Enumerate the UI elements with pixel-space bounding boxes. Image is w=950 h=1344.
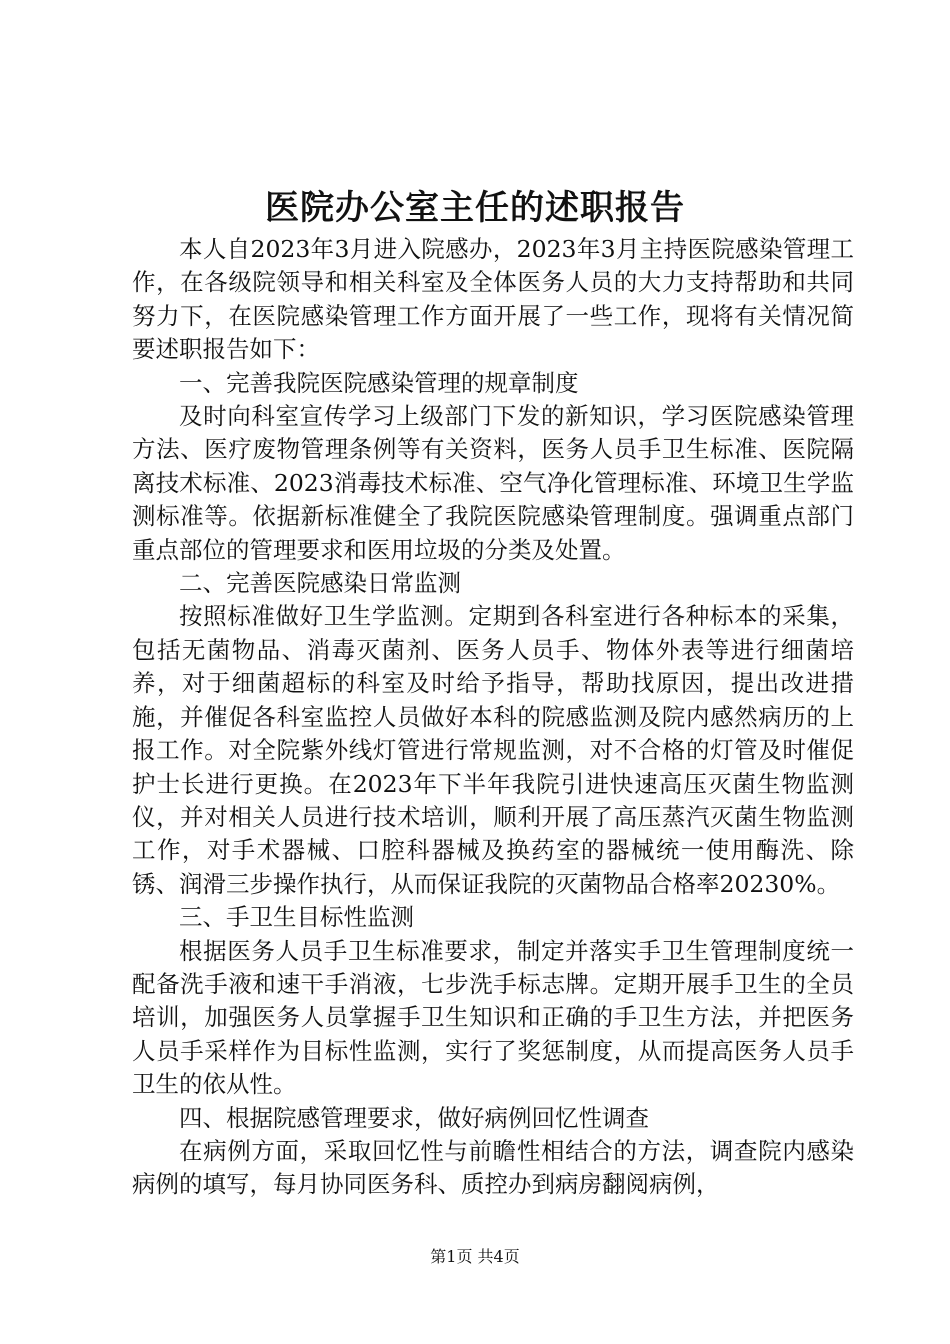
intro-paragraph: 本人自2023年3月进入院感办，2023年3月主持医院感染管理工作，在各级院领导和相关科室及全体医务人员的大力支持帮助和共同努力下，在医院感染管理工作方面开展了一些工作，现将有关情况简要述职报告如下： [132, 235, 854, 364]
section-paragraph-1: 及时向科室宣传学习上级部门下发的新知识，学习医院感染管理方法、医疗废物管理条例等有关资料，医务人员手卫生标准、医院隔离技术标准、2023消毒技术标准、空气净化管理标准、环境卫生学监测标准等。依据新标准健全了我院医院感染管理制度。强调重点部门重点部位的管理要求和医用垃圾的分类及处置。 [132, 402, 854, 564]
page-footer [0, 1246, 950, 1268]
page-number-current: 第1页 [430, 1247, 473, 1266]
section-heading-4: 四、根据院感管理要求，做好病例回忆性调查 [179, 1103, 649, 1132]
section-paragraph-3: 根据医务人员手卫生标准要求，制定并落实手卫生管理制度统一配备洗手液和速干手消液，七步洗手标志牌。定期开展手卫生的全员培训，加强医务人员掌握手卫生知识和正确的手卫生方法，并把医务人员手采样作为目标性监测，实行了奖惩制度，从而提高医务人员手卫生的依从性。 [132, 936, 854, 1099]
section-heading-1: 一、完善我院医院感染管理的规章制度 [179, 368, 579, 397]
document-body [132, 233, 854, 1202]
document-title: 医院办公室主任的述职报告 [265, 188, 685, 228]
section-paragraph-2: 按照标准做好卫生学监测。定期到各科室进行各种标本的采集，包括无菌物品、消毒灭菌剂、医务人员手、物体外表等进行细菌培养，对于细菌超标的科室及时给予指导，帮助找原因，提出改进措施，并催促各科室监控人员做好本科的院感监测及院内感然病历的上报工作。对全院紫外线灯管进行常规监测，对不合格的灯管及时催促护士长进行更换。在2023年下半年我院引进快速高压灭菌生物监测仪，并对相关人员进行技术培训，顺利开展了高压蒸汽灭菌生物监测工作，对手术器械、口腔科器械及换药室的器械统一使用酶洗、除锈、润滑三步操作执行，从而保证我院的灭菌物品合格率20230%。 [132, 602, 854, 898]
section-heading-3: 三、手卫生目标性监测 [179, 903, 414, 932]
section-paragraph-4: 在病例方面，采取回忆性与前瞻性相结合的方法，调查院内感染病例的填写，每月协同医务科、质控办到病房翻阅病例， [132, 1136, 854, 1199]
section-heading-2: 二、完善医院感染日常监测 [179, 569, 461, 598]
page-number-total: 共4页 [477, 1247, 520, 1266]
